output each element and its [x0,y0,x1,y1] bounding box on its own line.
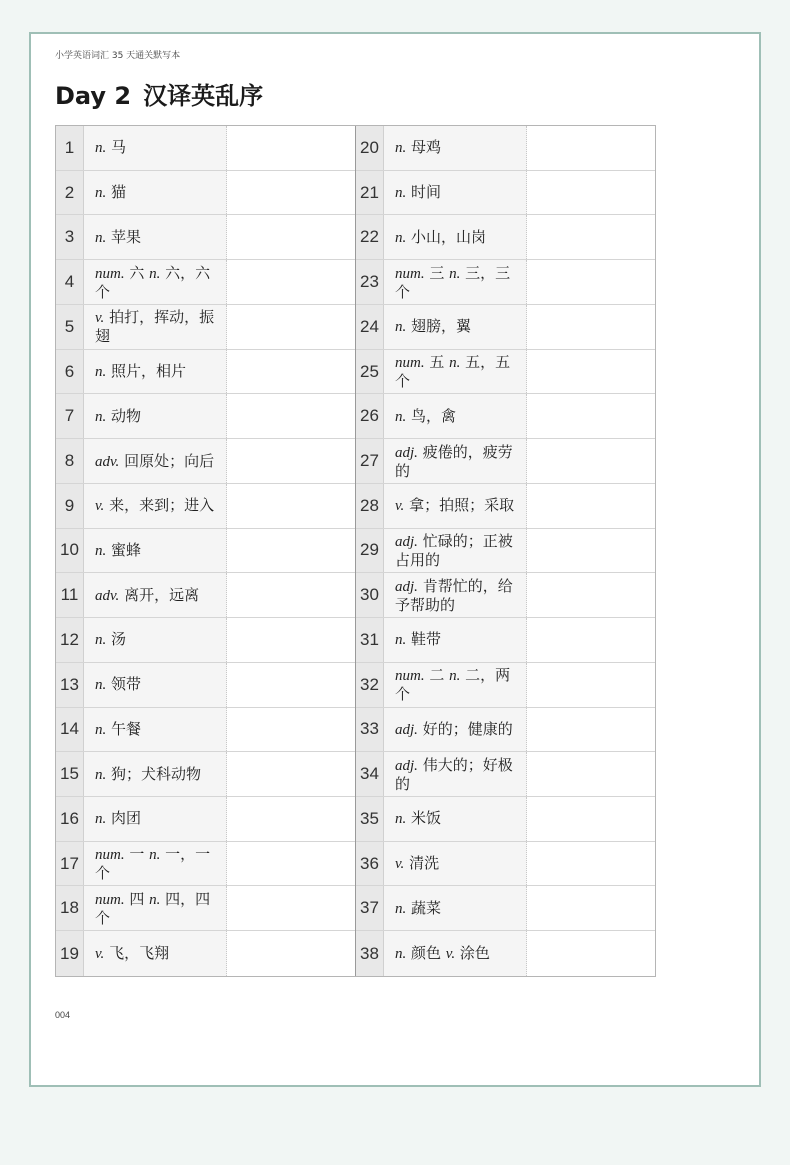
table-row [356,573,655,618]
meaning-text: n. 颜色 v. 涂色 [395,944,490,963]
meaning-text: v. 拍打，挥动，振翅 [95,308,215,346]
answer-blank[interactable] [227,529,355,573]
meaning-text: n. 母鸡 [395,138,442,157]
chinese-meaning [84,305,227,349]
table-row [56,439,355,484]
item-number: 21 [356,171,384,215]
meaning-text: n. 鞋带 [395,630,442,649]
chinese-meaning [384,439,527,483]
table-row [56,529,355,574]
table-row [56,842,355,887]
item-number: 9 [56,484,84,528]
book-title: 小学英语词汇 35 天通关默写本 [55,51,181,61]
answer-blank[interactable] [227,663,355,707]
answer-blank[interactable] [227,708,355,752]
item-number: 34 [356,752,384,796]
item-number: 35 [356,797,384,841]
item-number: 17 [56,842,84,886]
meaning-text: n. 苹果 [95,227,142,246]
chinese-meaning [84,394,227,438]
table-row [56,618,355,663]
item-number: 23 [356,260,384,304]
item-number: 37 [356,886,384,930]
table-row [356,171,655,216]
meaning-text: num. 五 n. 五，五个 [395,353,511,391]
item-number: 6 [56,350,84,394]
meaning-text: n. 蔬菜 [395,898,442,917]
page-number: 004 [55,1010,71,1020]
item-number: 28 [356,484,384,528]
chinese-meaning [384,752,527,796]
chinese-meaning [384,126,527,170]
item-number: 31 [356,618,384,662]
vocab-table-right [356,126,655,976]
item-number: 1 [56,126,84,170]
item-number: 3 [56,215,84,259]
table-row [356,797,655,842]
chinese-meaning [84,797,227,841]
table-row [356,215,655,260]
item-number: 20 [356,126,384,170]
answer-blank[interactable] [227,394,355,438]
meaning-text: adj. 疲倦的，疲劳的 [395,442,513,480]
answer-blank[interactable] [527,484,655,528]
table-row [356,663,655,708]
answer-blank[interactable] [227,215,355,259]
item-number: 11 [56,573,84,617]
table-row [356,260,655,305]
table-row [56,931,355,976]
meaning-text: n. 鸟，禽 [395,406,457,425]
chinese-meaning [384,708,527,752]
meaning-text: n. 马 [95,138,127,157]
meaning-text: n. 领带 [95,675,142,694]
chinese-meaning [84,708,227,752]
answer-blank[interactable] [227,439,355,483]
meaning-text: adj. 伟大的；好极的 [395,755,513,793]
table-row [356,886,655,931]
item-number: 38 [356,931,384,976]
meaning-text: n. 照片，相片 [95,362,187,381]
meaning-text: n. 小山，山岗 [395,227,487,246]
answer-blank[interactable] [227,171,355,215]
table-row [56,797,355,842]
meaning-text: n. 时间 [395,183,442,202]
item-number: 14 [56,708,84,752]
chinese-meaning [384,350,527,394]
item-number: 15 [56,752,84,796]
section-title: 汉译英乱序 [143,82,264,110]
answer-blank[interactable] [527,350,655,394]
meaning-text: v. 来，来到；进入 [95,496,215,515]
chinese-meaning [384,842,527,886]
table-row [356,350,655,395]
item-number: 27 [356,439,384,483]
item-number: 16 [56,797,84,841]
answer-blank[interactable] [527,215,655,259]
table-row [56,394,355,439]
table-row [356,439,655,484]
answer-blank[interactable] [527,663,655,707]
item-number: 13 [56,663,84,707]
item-number: 7 [56,394,84,438]
chinese-meaning [384,886,527,930]
answer-blank[interactable] [227,350,355,394]
vocab-table-left [56,126,356,976]
meaning-text: num. 四 n. 四，四个 [95,889,211,927]
item-number: 36 [356,842,384,886]
table-row [56,350,355,395]
meaning-text: n. 肉团 [95,809,142,828]
meaning-text: n. 午餐 [95,719,142,738]
chinese-meaning [384,931,527,976]
chinese-meaning [84,842,227,886]
meaning-text: adj. 忙碌的；正被占用的 [395,531,513,569]
chinese-meaning [84,752,227,796]
chinese-meaning [84,215,227,259]
item-number: 26 [356,394,384,438]
table-row [356,529,655,574]
answer-blank[interactable] [527,529,655,573]
answer-blank[interactable] [527,886,655,930]
item-number: 4 [56,260,84,304]
chinese-meaning [384,484,527,528]
page-title [55,76,263,111]
item-number: 33 [356,708,384,752]
chinese-meaning [84,663,227,707]
table-row [56,126,355,171]
meaning-text: num. 一 n. 一，一个 [95,845,211,883]
meaning-text: n. 蜜蜂 [95,540,142,559]
answer-blank[interactable] [527,171,655,215]
item-number: 32 [356,663,384,707]
answer-blank[interactable] [527,573,655,617]
meaning-text: n. 汤 [95,630,127,649]
chinese-meaning [84,171,227,215]
table-row [56,484,355,529]
table-row [56,708,355,753]
item-number: 19 [56,931,84,976]
table-row [56,886,355,931]
answer-blank[interactable] [527,439,655,483]
table-row [356,752,655,797]
item-number: 29 [356,529,384,573]
meaning-text: adj. 好的；健康的 [395,719,513,738]
answer-blank[interactable] [227,305,355,349]
answer-blank[interactable] [227,886,355,930]
item-number: 12 [56,618,84,662]
meaning-text: num. 六 n. 六，六个 [95,263,211,301]
meaning-text: n. 狗；犬科动物 [95,764,202,783]
answer-blank[interactable] [227,573,355,617]
item-number: 24 [356,305,384,349]
meaning-text: n. 动物 [95,406,142,425]
meaning-text: v. 飞，飞翔 [95,944,170,963]
chinese-meaning [84,931,227,976]
table-row [356,618,655,663]
chinese-meaning [84,126,227,170]
chinese-meaning [84,350,227,394]
answer-blank[interactable] [227,931,355,976]
chinese-meaning [384,529,527,573]
chinese-meaning [384,663,527,707]
item-number: 30 [356,573,384,617]
answer-blank[interactable] [527,797,655,841]
item-number: 5 [56,305,84,349]
item-number: 2 [56,171,84,215]
answer-blank[interactable] [227,260,355,304]
vocab-tables [55,125,656,977]
chinese-meaning [384,573,527,617]
answer-blank[interactable] [227,842,355,886]
chinese-meaning [84,439,227,483]
answer-blank[interactable] [527,842,655,886]
table-row [356,484,655,529]
meaning-text: n. 猫 [95,183,127,202]
answer-blank[interactable] [527,305,655,349]
answer-blank[interactable] [527,394,655,438]
chinese-meaning [84,484,227,528]
meaning-text: adv. 回原处；向后 [95,451,215,470]
chinese-meaning [84,886,227,930]
answer-blank[interactable] [527,931,655,976]
item-number: 10 [56,529,84,573]
table-row [356,394,655,439]
table-row [56,305,355,350]
chinese-meaning [84,573,227,617]
meaning-text: n. 米饭 [395,809,442,828]
meaning-text: num. 三 n. 三，三个 [395,263,511,301]
meaning-text: num. 二 n. 二，两个 [395,666,511,704]
answer-blank[interactable] [227,484,355,528]
answer-blank[interactable] [227,126,355,170]
answer-blank[interactable] [527,618,655,662]
chinese-meaning [84,618,227,662]
chinese-meaning [384,305,527,349]
item-number: 22 [356,215,384,259]
table-row [356,931,655,976]
table-row [56,171,355,216]
item-number: 25 [356,350,384,394]
table-row [356,126,655,171]
answer-blank[interactable] [227,752,355,796]
day-label: Day 2 [55,82,132,110]
meaning-text: adj. 肯帮忙的，给予帮助的 [395,576,513,614]
meaning-text: adv. 离开，远离 [95,585,200,604]
table-row [356,708,655,753]
table-row [356,305,655,350]
answer-blank[interactable] [227,797,355,841]
table-row [56,752,355,797]
chinese-meaning [384,260,527,304]
meaning-text: n. 翅膀，翼 [395,317,472,336]
answer-blank[interactable] [527,708,655,752]
chinese-meaning [384,394,527,438]
table-row [56,573,355,618]
answer-blank[interactable] [527,752,655,796]
table-row [56,663,355,708]
answer-blank[interactable] [527,260,655,304]
chinese-meaning [384,171,527,215]
table-row [56,260,355,305]
answer-blank[interactable] [227,618,355,662]
table-row [56,215,355,260]
chinese-meaning [384,618,527,662]
chinese-meaning [384,215,527,259]
chinese-meaning [84,260,227,304]
chinese-meaning [84,529,227,573]
chinese-meaning [384,797,527,841]
table-row [356,842,655,887]
meaning-text: v. 拿；拍照；采取 [395,496,515,515]
meaning-text: v. 清洗 [395,854,440,873]
item-number: 18 [56,886,84,930]
answer-blank[interactable] [527,126,655,170]
item-number: 8 [56,439,84,483]
